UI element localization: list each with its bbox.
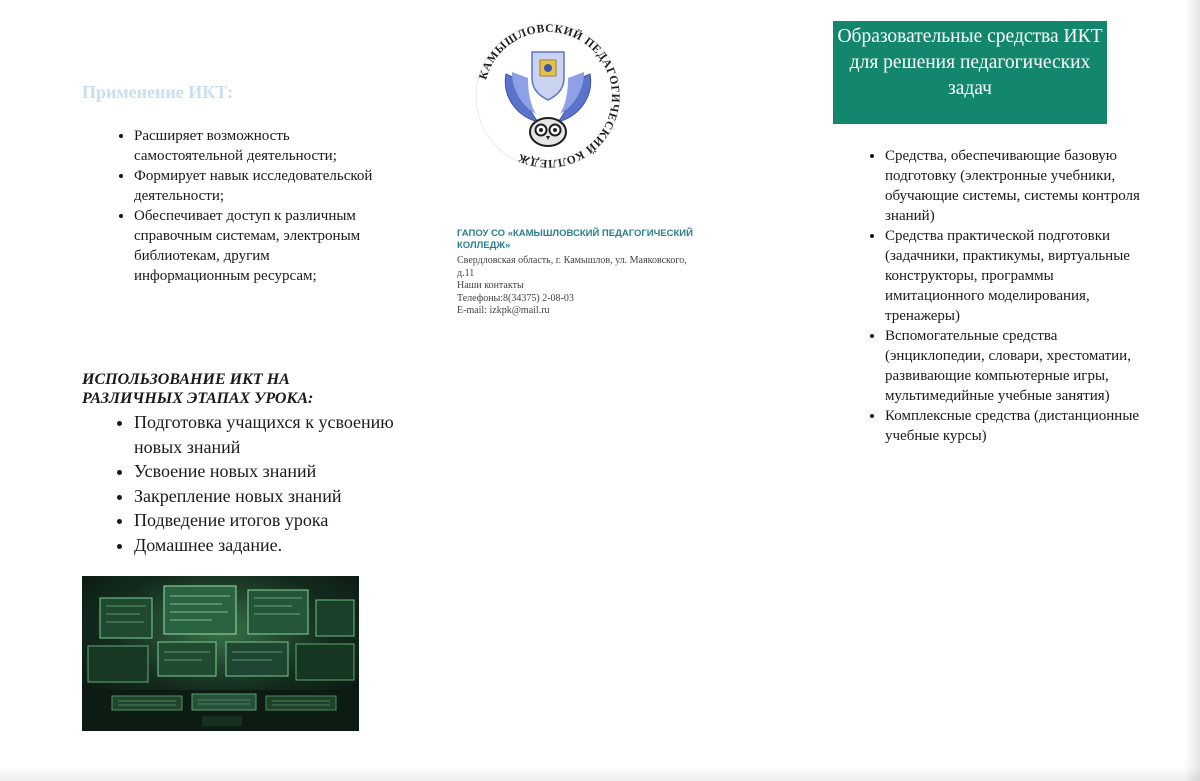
list-item: • Формирует навык исследовательской деятельности; [134,166,384,206]
list-item: • Подведение итогов урока [134,508,414,533]
college-logo [468,16,628,176]
list-item: • Средства практической подготовки (задачники, практикумы, виртуальные конструкторы, программы имитационного моделирования, тренажеры) [885,226,1155,326]
workstation-illustration [82,576,359,731]
college-email: E-mail: izkpk@mail.ru [457,305,550,317]
page-bottom-shadow [0,767,1200,781]
college-contacts [457,255,697,318]
list-item: • Подготовка учащихся к усвоению новых знаний [134,410,414,459]
college-phone: Телефоны:8(34375) 2-08-03 [457,292,574,304]
lesson-stages-list [88,410,414,557]
list-item: • Расширяет возможность самостоятельной деятельности; [134,126,384,166]
computer-workstation-photo [82,576,359,731]
list-item: • Усвоение новых знаний [134,459,414,484]
list-item: • Домашнее задание. [134,533,414,558]
list-item: • Вспомогательные средства (энциклопедии, словари, хрестоматии, развивающие компьютерные игры, мультимедийные учебные занятия) [885,326,1155,406]
lesson-stages-heading: ИСПОЛЬЗОВАНИЕ ИКТ НА РАЗЛИЧНЫХ ЭТАПАХ УРОКА: [82,371,314,407]
contacts-label: Наши контакты [457,280,524,292]
ict-benefits-list [88,126,384,286]
list-item: • Комплексные средства (дистанционные учебные курсы) [885,406,1155,446]
ict-tools-title-box [833,21,1107,124]
ict-application-heading: Применение ИКТ: [82,82,234,102]
page-edge-shadow [1184,0,1200,781]
list-item: • Обеспечивает доступ к различным справочным системам, электроным библиотекам, другим информационным ресурсам; [134,206,384,286]
college-address: Свердловская область, г. Камышлов, ул. Маяковского, д.11 [457,255,687,279]
college-name: ГАПОУ СО «КАМЫШЛОВСКИЙ ПЕДАГОГИЧЕСКИЙ КОЛЛЕДЖ» [457,228,693,251]
logo-ring-text: КАМЫШЛОВСКИЙ ПЕДАГОГИЧЕСКИЙ КОЛЛЕДЖ [477,22,622,170]
ict-tools-list [837,146,1155,446]
list-item: • Средства, обеспечивающие базовую подготовку (электронные учебники, обучающие системы, системы контроля знаний) [885,146,1155,226]
ict-tools-title: Образовательные средства ИКТ для решения педагогических задач [837,26,1103,99]
list-item: • Закрепление новых знаний [134,484,414,509]
